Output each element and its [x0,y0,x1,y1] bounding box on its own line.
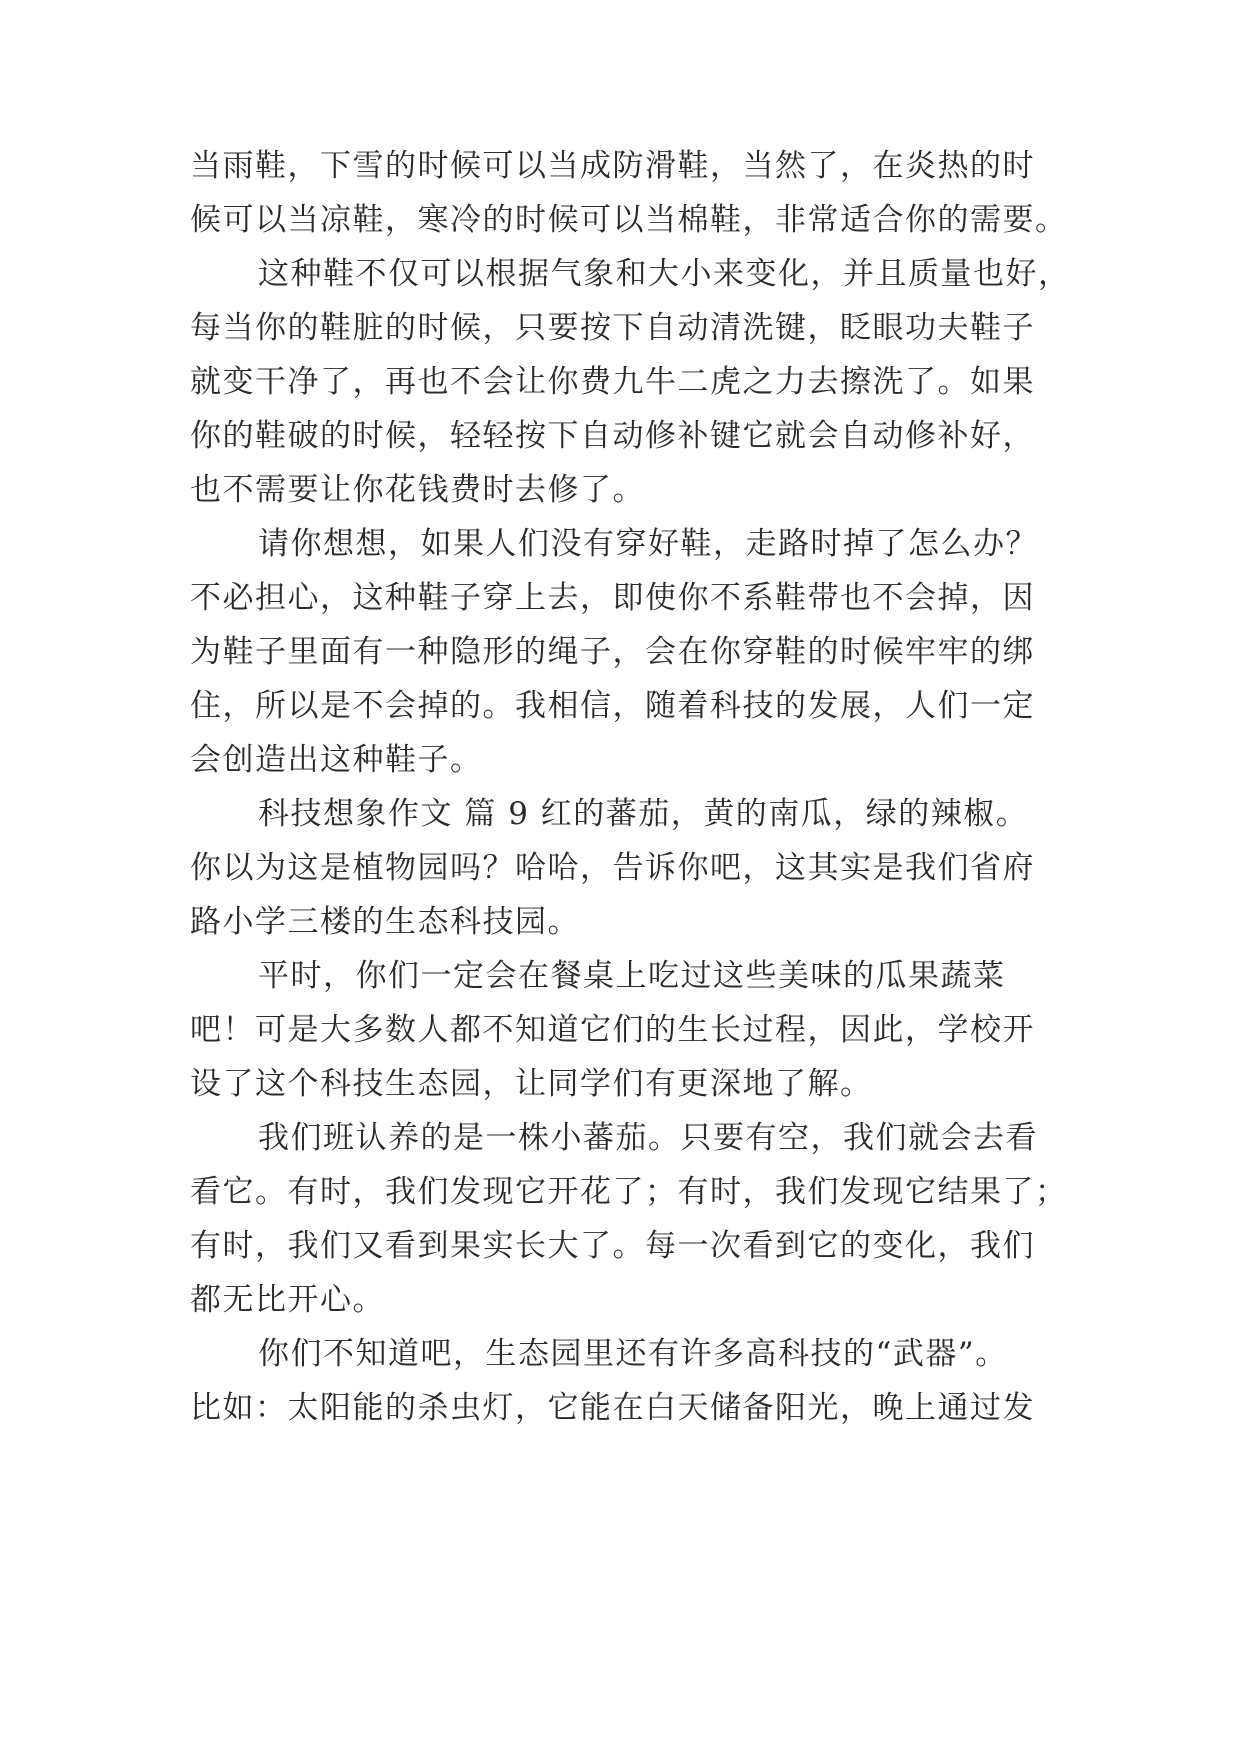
text-line: 当雨鞋，下雪的时候可以当成防滑鞋，当然了，在炎热的时 [190,148,1035,184]
text-line: 看它。有时，我们发现它开花了；有时，我们发现它结果了； [190,1174,1068,1210]
text-line: 会创造出这种鞋子。 [190,742,483,778]
paragraph-first-line: 这种鞋不仅可以根据气象和大小来变化，并且质量也好， [258,256,1071,292]
text-line: 吧！可是大多数人都不知道它们的生长过程，因此，学校开 [190,1012,1035,1048]
text-line: 候可以当凉鞋，寒冷的时候可以当棉鞋，非常适合你的需要。 [190,202,1068,238]
text-line: 住，所以是不会掉的。我相信，随着科技的发展，人们一定 [190,688,1035,724]
section-heading-line: 科技想象作文 篇 9 红的蕃茄，黄的南瓜，绿的辣椒。 [258,796,1029,832]
text-line: 每当你的鞋脏的时候，只要按下自动清洗键，眨眼功夫鞋子 [190,310,1035,346]
text-line: 就变干净了，再也不会让你费九牛二虎之力去擦洗了。如果 [190,364,1035,400]
text-line: 也不需要让你花钱费时去修了。 [190,472,645,508]
text-line: 为鞋子里面有一种隐形的绳子，会在你穿鞋的时候牢牢的绑 [190,634,1035,670]
text-line: 路小学三楼的生态科技园。 [190,904,580,940]
paragraph-first-line: 你们不知道吧，生态园里还有许多高科技的“武器”。 [258,1336,1008,1372]
paragraph-first-line: 请你想想，如果人们没有穿好鞋，走路时掉了怎么办？ [258,526,1038,562]
paragraph-first-line: 我们班认养的是一株小蕃茄。只要有空，我们就会去看 [258,1120,1038,1156]
paragraph-first-line: 平时，你们一定会在餐桌上吃过这些美味的瓜果蔬菜 [258,958,1006,994]
text-line: 比如：太阳能的杀虫灯，它能在白天储备阳光，晚上通过发 [190,1390,1035,1426]
text-line: 你的鞋破的时候，轻轻按下自动修补键它就会自动修补好， [190,418,1035,454]
text-line: 都无比开心。 [190,1282,385,1318]
text-line: 有时，我们又看到果实长大了。每一次看到它的变化，我们 [190,1228,1035,1264]
text-line: 你以为这是植物园吗？哈哈，告诉你吧，这其实是我们省府 [190,850,1035,886]
text-line: 不必担心，这种鞋子穿上去，即使你不系鞋带也不会掉，因 [190,580,1035,616]
text-line: 设了这个科技生态园，让同学们有更深地了解。 [190,1066,873,1102]
